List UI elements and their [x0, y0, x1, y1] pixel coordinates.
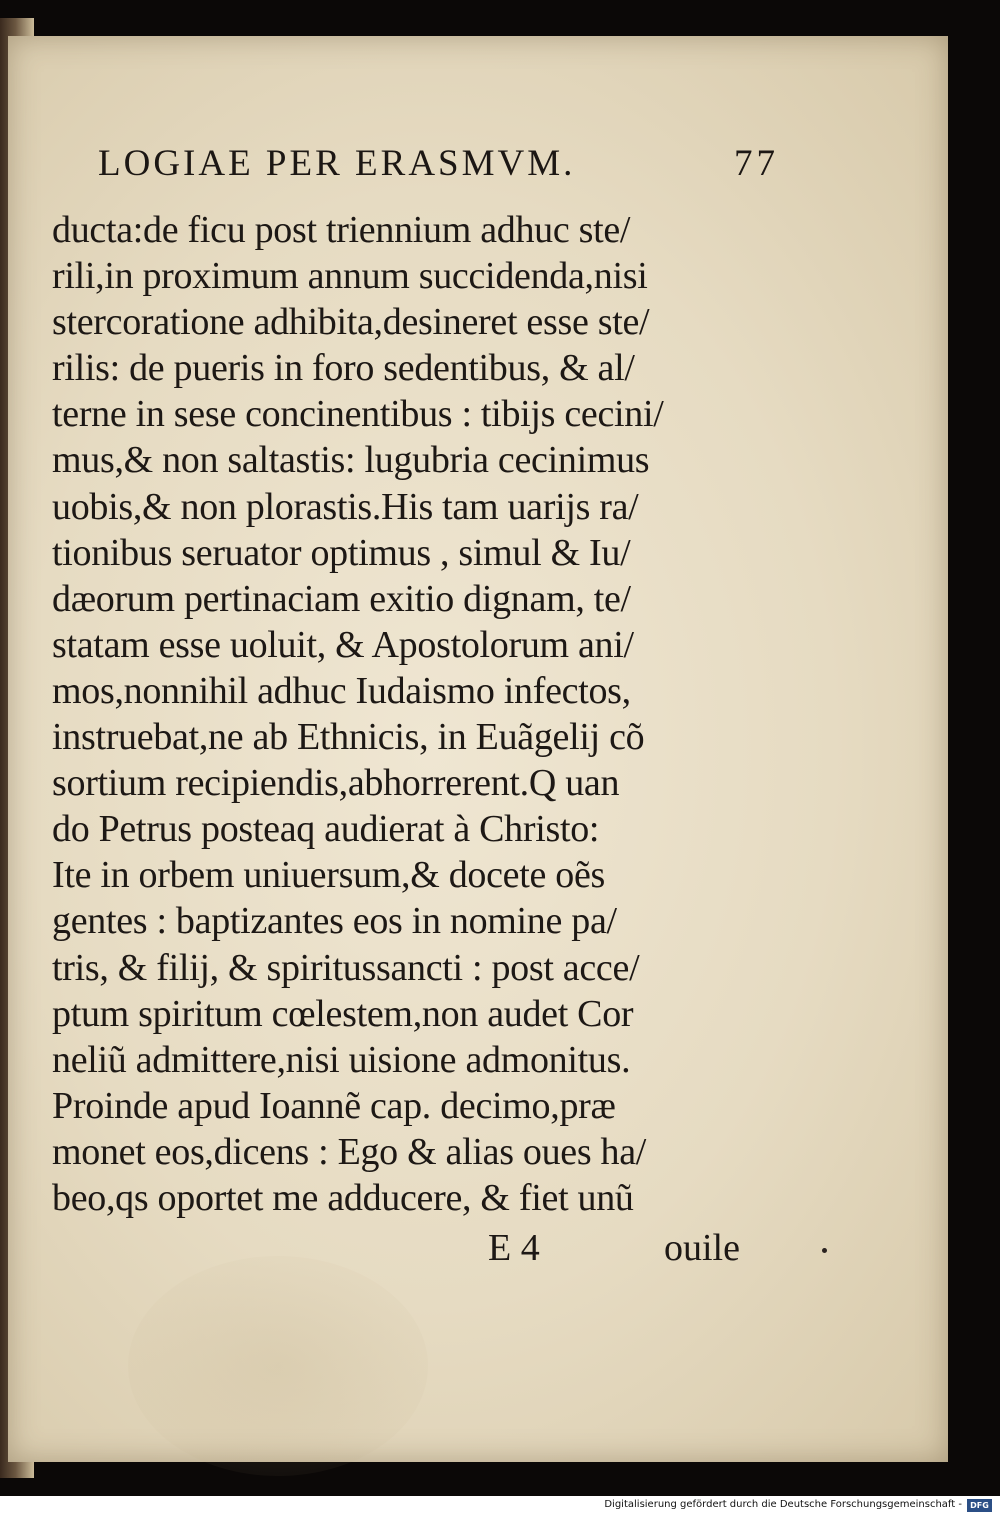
paper-stain [128, 1256, 428, 1476]
running-head [98, 142, 818, 190]
text-line: do Petrus posteaq audierat à Christo: [52, 808, 600, 851]
ink-speck [822, 1248, 827, 1253]
text-line: tris, & filij, & spiritussancti : post acce/ [52, 946, 640, 989]
text-line: Proinde apud Ioannẽ cap. decimo,præ [52, 1084, 616, 1127]
digitization-credit-bar [0, 1496, 1000, 1516]
text-line: monet eos,dicens : Ego & alias oues ha/ [52, 1130, 647, 1173]
text-line: mos,nonnihil adhuc Iudaismo infectos, [52, 669, 631, 712]
text-line: rilis: de pueris in foro sedentibus, & al/ [52, 347, 635, 390]
text-line: stercoratione adhibita,desineret esse ste/ [52, 301, 650, 344]
text-line: uobis,& non plorastis.His tam uarijs ra/ [52, 485, 639, 528]
credit-text: Digitalisierung gefördert durch die Deutsche Forschungsgemeinschaft - [604, 1499, 962, 1510]
page-number: 77 [734, 143, 779, 184]
text-line: terne in sese concinentibus : tibijs cecini/ [52, 393, 664, 436]
text-line: beo,qs oportet me adducere, & fiet unũ [52, 1176, 634, 1219]
text-line: Ite in orbem uniuersum,& docete oẽs [52, 854, 606, 897]
page-foot [52, 1226, 772, 1272]
text-line: ptum spiritum cœlestem,non audet Cor [52, 992, 634, 1035]
text-line: gentes : baptizantes eos in nomine pa/ [52, 900, 617, 943]
text-line: mus,& non saltastis: lugubria cecinimus [52, 439, 650, 482]
text-line: ducta:de ficu post triennium adhuc ste/ [52, 209, 631, 251]
signature-mark: E 4 [488, 1227, 540, 1269]
text-line: neliũ admittere,nisi uisione admonitus. [52, 1038, 631, 1081]
text-line: statam esse uoluit, & Apostolorum ani/ [52, 623, 634, 666]
text-line: sortium recipiendis,abhorrerent.Q uan [52, 762, 620, 805]
running-head-title: LOGIAE PER ERASMVM. [98, 143, 576, 184]
dfg-logo[interactable]: DFG [967, 1499, 992, 1512]
catchword: ouile [664, 1227, 740, 1269]
text-block [52, 207, 772, 1221]
text-line: rili,in proximum annum succidenda,nisi [52, 255, 648, 298]
text-line: dæorum pertinaciam exitio dignam, te/ [52, 577, 631, 620]
text-line: tionibus seruator optimus , simul & Iu/ [52, 531, 631, 574]
text-line: instruebat,ne ab Ethnicis, in Euãgelij cõ [52, 716, 645, 759]
